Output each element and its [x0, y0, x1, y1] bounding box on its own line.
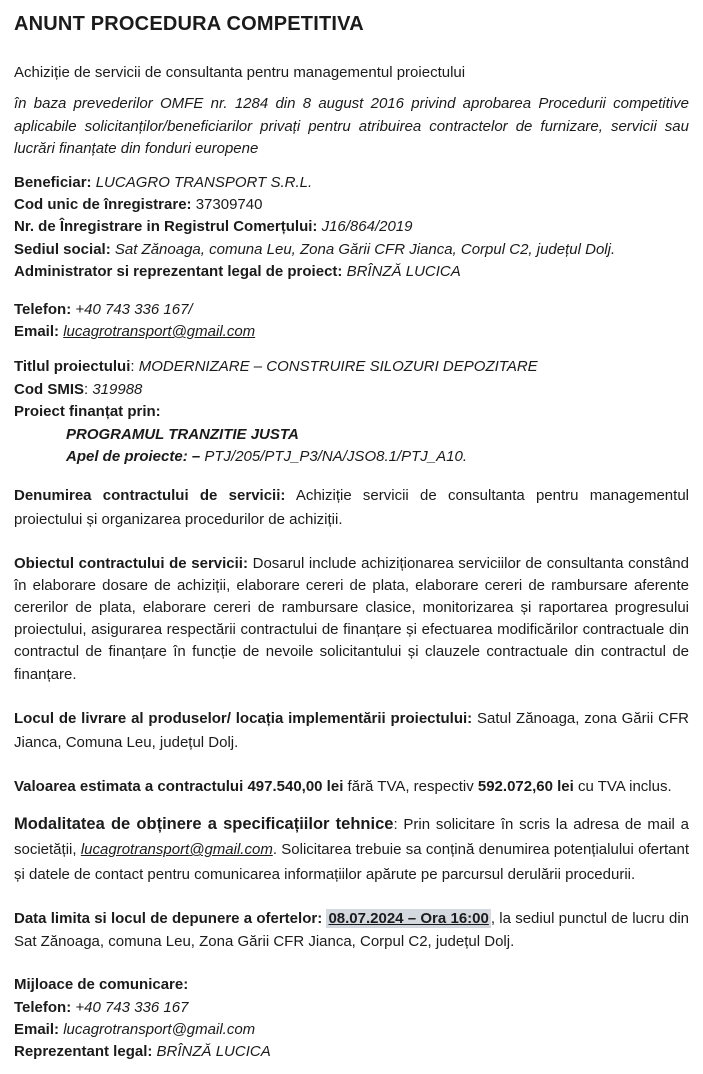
legal-basis-paragraph: în baza prevederilor OMFE nr. 1284 din 8 august 2016 privind aprobarea Procedurii competitive aplicabile solicitanților/beneficiarilor privați pentru atribuirea contractelor de furnizare, servicii sau lucrări finanțate din fonduri europene — [14, 95, 689, 158]
registry-value: J16/864/2019 — [321, 218, 413, 236]
legal-representative-value: BRÎNZĂ LUCICA — [156, 1043, 271, 1061]
contact-block — [14, 299, 689, 344]
specs-heading: Modalitatea de obținere a specificațiilor tehnice — [14, 815, 394, 834]
beneficiar-value: LUCAGRO TRANSPORT S.R.L. — [95, 173, 313, 191]
phone-value: +40 743 336 167/ — [75, 300, 193, 318]
email-label: Email: — [14, 323, 60, 341]
headquarters-line — [14, 239, 689, 261]
specs-paragraph — [14, 812, 689, 887]
estimated-value-middle-text: fără TVA, respectiv — [347, 777, 474, 795]
delivery-location-value: Satul Zănoaga, zona Gării CFR Jianca, Comuna Leu, județul Dolj. — [14, 709, 689, 751]
specs-email-link[interactable]: lucagrotransport@gmail.com — [80, 841, 273, 859]
contract-object-paragraph — [14, 553, 689, 686]
amount-without-vat: 497.540,00 lei — [247, 777, 344, 795]
administrator-label: Administrator si reprezentant legal de proiect: — [14, 263, 343, 281]
cui-line — [14, 194, 689, 216]
smis-value: 319988 — [92, 380, 143, 398]
email-link[interactable]: lucagrotransport@gmail.com — [63, 323, 256, 341]
specs-text-after-email: . Solicitarea trebuie sa conțină denumirea potențialului ofertant și datele de contact pentru comunicarea informațiilor apărute pe parcursul derulării procedurii. — [14, 841, 689, 884]
smis-label: Cod SMIS — [14, 380, 84, 398]
deadline-paragraph — [14, 908, 689, 953]
deadline-rest-text: , la sediul punctul de lucru din Sat Zănoaga, comuna Leu, Zona Gării CFR Jianca, Corpul C2, județul Dolj. — [14, 910, 690, 950]
cui-label: Cod unic de înregistrare: — [14, 196, 192, 214]
registry-line — [14, 216, 689, 238]
amount-with-vat: 592.072,60 lei — [477, 777, 574, 795]
funding-label-line: Proiect finanțat prin: — [14, 403, 161, 421]
project-block — [14, 356, 689, 468]
call-line — [14, 446, 689, 468]
project-title-label: Titlul proiectului — [14, 358, 131, 376]
beneficiar-line — [14, 172, 689, 194]
communication-email-value: lucagrotransport@gmail.com — [63, 1020, 256, 1038]
communication-email-line — [14, 1019, 689, 1041]
estimated-value-label: Valoarea estimata a contractului — [14, 777, 244, 795]
project-title-value: MODERNIZARE – CONSTRUIRE SILOZURI DEPOZITARE — [138, 358, 538, 376]
smis-sep: : — [84, 380, 93, 398]
specs-sep: : — [393, 816, 404, 834]
project-title-line — [14, 356, 689, 378]
delivery-location-paragraph — [14, 707, 689, 755]
estimated-value-suffix-text: cu TVA inclus. — [577, 777, 672, 795]
headquarters-label: Sediul social: — [14, 240, 111, 258]
communication-phone-value: +40 743 336 167 — [75, 998, 189, 1016]
contract-object-label: Obiectul contractului de servicii: — [14, 554, 248, 572]
deadline-label: Data limita si locul de depunere a ofertelor: — [14, 910, 323, 928]
administrator-value: BRÎNZĂ LUCICA — [346, 263, 461, 281]
deadline-highlight: 08.07.2024 – Ora 16:00 — [328, 910, 489, 928]
email-line — [14, 321, 689, 343]
project-title-sep: : — [130, 358, 139, 376]
estimated-value-paragraph — [14, 776, 689, 798]
call-value: PTJ/205/PTJ_P3/NA/JSO8.1/PTJ_A10. — [204, 448, 467, 466]
contract-object-value: Dosarul include achiziționarea serviciilor de consultanta constând în elaborare dosare de achiziții, elaborare cereri de plata, elaborare cereri de rambursare aferente cererilor de plata, elaborare cereri de rambursare clasice, monitorizarea și raportarea progresului proiectului, asigurarea respectării contractului de finanțare și efectuarea modificărilor contractuale din contractul de finanțare în funcție de nevoile solicitantului și clauzele contractuale din contractul de finanțare. — [14, 554, 689, 683]
registry-label: Nr. de Înregistrare in Registrul Comerțului: — [14, 218, 318, 236]
smis-line — [14, 379, 689, 401]
administrator-line — [14, 261, 689, 283]
headquarters-value: Sat Zănoaga, comuna Leu, Zona Gării CFR Jianca, Corpul C2, județul Dolj. — [114, 240, 616, 258]
specs-text-before-email: Prin solicitare în scris la adresa de mail a societății, — [14, 816, 689, 859]
legal-representative-label: Reprezentant legal: — [14, 1043, 153, 1061]
contract-name-paragraph — [14, 484, 689, 532]
subtitle: Achiziție de servicii de consultanta pentru managementul proiectului — [14, 64, 466, 81]
communication-block — [14, 974, 689, 1064]
communication-email-label: Email: — [14, 1020, 60, 1038]
document-title: ANUNT PROCEDURA COMPETITIVA — [14, 13, 364, 35]
contract-name-label: Denumirea contractului de servicii: — [14, 486, 286, 504]
beneficiar-label: Beneficiar: — [14, 173, 92, 191]
communication-phone-label: Telefon: — [14, 998, 72, 1016]
cui-value: 37309740 — [195, 196, 263, 214]
communication-phone-line — [14, 997, 689, 1019]
funding-program-line: PROGRAMUL TRANZITIE JUSTA — [66, 425, 299, 443]
communication-heading: Mijloace de comunicare: — [14, 976, 189, 994]
phone-line — [14, 299, 689, 321]
call-label: Apel de proiecte: – — [66, 448, 201, 466]
beneficiary-block — [14, 172, 689, 284]
legal-representative-line — [14, 1041, 689, 1063]
phone-label: Telefon: — [14, 300, 72, 318]
contract-name-value: Achiziție servicii de consultanta pentru managementul proiectului și organizarea procedurilor de achiziții. — [14, 486, 689, 528]
delivery-location-label: Locul de livrare al produselor/ locația implementării proiectului: — [14, 709, 473, 727]
